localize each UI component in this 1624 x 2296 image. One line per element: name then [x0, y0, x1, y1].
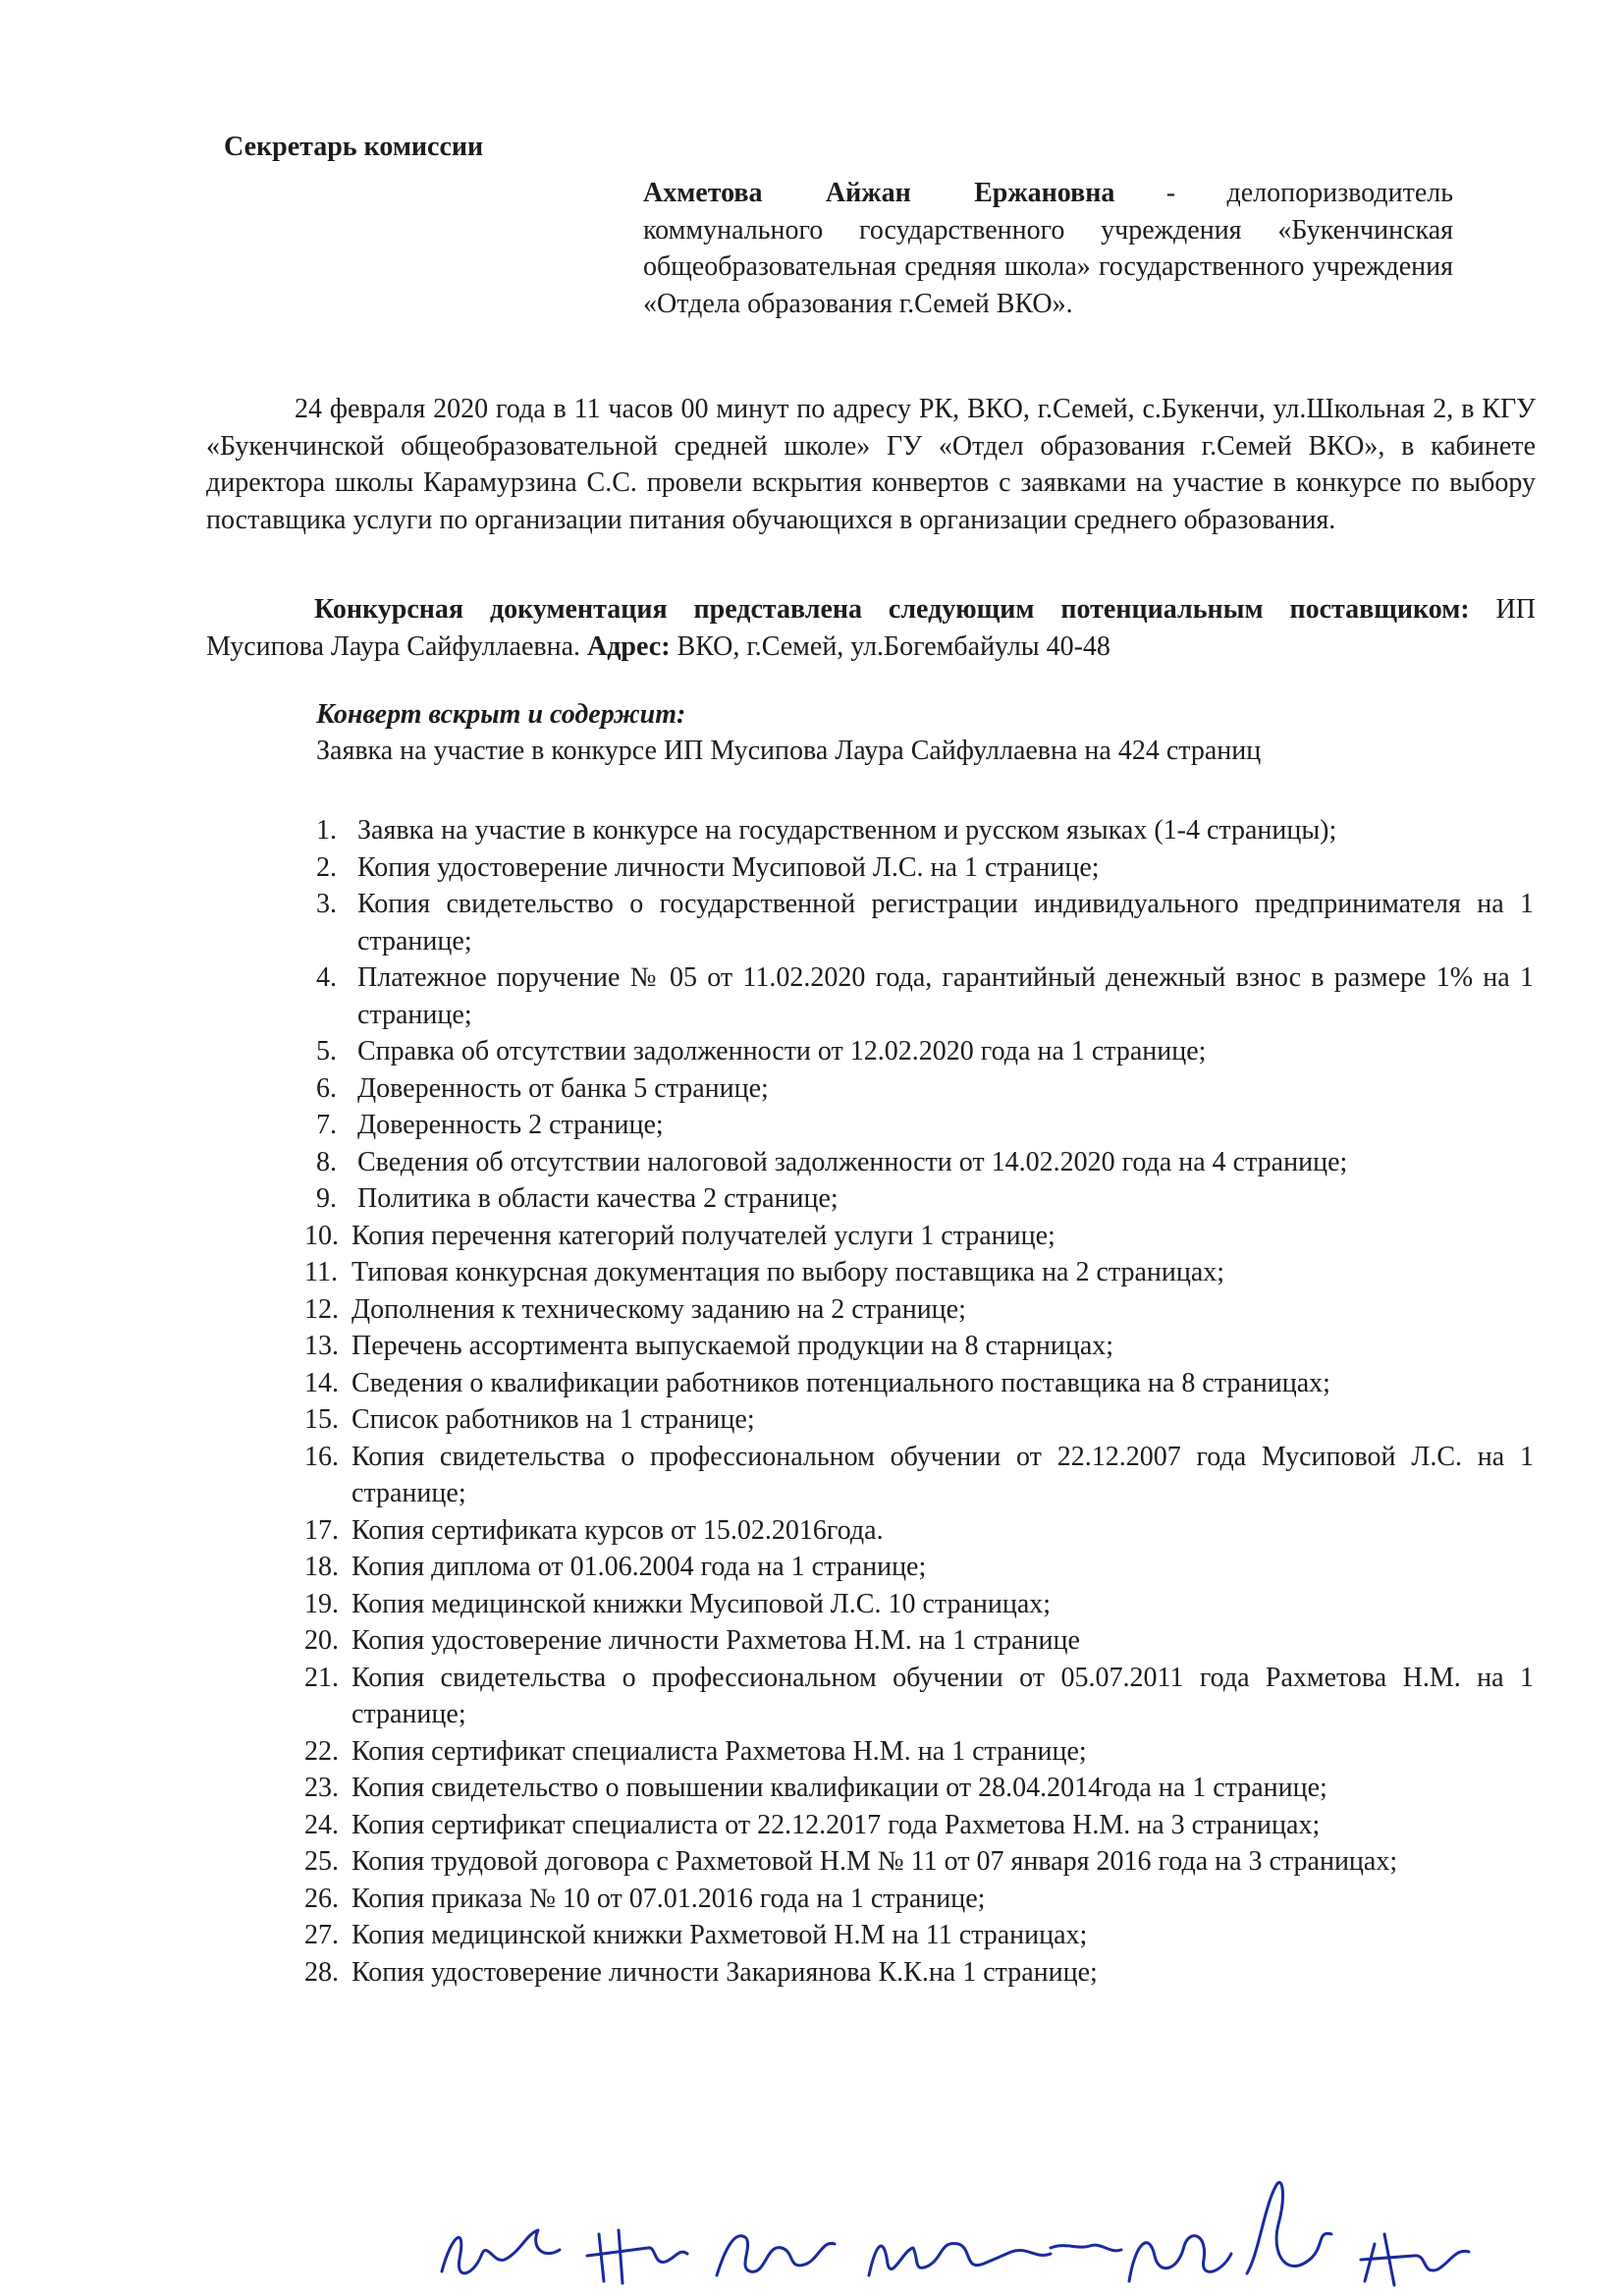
supplier-name: ИП Мусипова Лаура Сайфуллаевна.	[206, 594, 1536, 662]
list-item-text: Заявка на участие в конкурсе на государственном и русском языках (1-4 страницы);	[357, 815, 1337, 846]
list-item	[304, 1660, 1534, 1733]
list-item	[304, 1807, 1534, 1844]
list-item-text: Копия медицинской книжки Рахметовой Н.М на 11 страницах;	[352, 1920, 1088, 1950]
list-item-number: 23.	[304, 1773, 339, 1803]
list-item-number: 16.	[304, 1441, 339, 1472]
list-item-number: 15.	[304, 1404, 339, 1435]
list-item-number: 22.	[304, 1735, 339, 1767]
list-item-number: 27.	[304, 1920, 339, 1950]
list-item	[304, 1254, 1534, 1291]
list-item	[316, 959, 1534, 1033]
list-item-text: Список работников на 1 странице;	[352, 1404, 755, 1435]
list-item	[304, 1733, 1534, 1771]
list-item	[316, 1107, 1534, 1144]
supplier-lead: Конкурсная документация представлена следующим потенциальным поставщиком:	[314, 594, 1470, 625]
list-item-text: Справка об отсутствии задолженности от 12.02.2020 года на 1 странице;	[357, 1036, 1207, 1066]
list-item	[304, 1586, 1534, 1623]
list-item-number: 3.	[316, 889, 337, 919]
signature-8	[1361, 2234, 1469, 2285]
list-item	[304, 1401, 1534, 1439]
list-item-text: Платежное поручение № 05 от 11.02.2020 года, гарантийный денежный взнос в размере 1% на 1 странице;	[357, 962, 1534, 1030]
secretary-block	[643, 175, 1453, 322]
supplier-address: ВКО, г.Семей, ул.Богембайулы 40-48	[670, 630, 1110, 662]
list-item	[316, 1180, 1534, 1218]
list-item-number: 14.	[304, 1367, 339, 1398]
list-item-number: 7.	[316, 1110, 337, 1140]
list-item-text: Копия трудовой договора с Рахметовой Н.М № 11 от 07 января 2016 года на 3 страницах;	[352, 1846, 1398, 1877]
list-item-number: 12.	[304, 1293, 339, 1325]
list-item	[304, 1881, 1534, 1918]
list-item-number: 10.	[304, 1220, 339, 1251]
list-item-text: Политика в области качества 2 странице;	[357, 1183, 839, 1214]
list-item-number: 2.	[316, 851, 337, 883]
supplier-paragraph	[206, 591, 1536, 665]
list-item	[304, 1512, 1534, 1550]
list-item-text: Сведения об отсутствии налоговой задолженности от 14.02.2020 года на 4 странице;	[357, 1146, 1348, 1177]
list-item-number: 11.	[304, 1257, 338, 1287]
signature-7	[1247, 2182, 1331, 2273]
list-item	[304, 1328, 1534, 1365]
list-item-number: 19.	[304, 1588, 339, 1619]
signature-scribbles	[422, 2165, 1551, 2296]
signature-2	[587, 2230, 687, 2283]
address-label: Адрес:	[580, 630, 671, 662]
list-item-text: Копия удостоверение личности Мусиповой Л.С. на 1 странице;	[357, 851, 1100, 883]
list-item-text: Перечень ассортимента выпускаемой продукции на 8 старницах;	[352, 1331, 1114, 1361]
list-item	[304, 1439, 1534, 1512]
list-item-number: 9.	[316, 1183, 337, 1214]
list-item-text: Копия сертификата курсов от 15.02.2016года.	[352, 1514, 884, 1546]
list-item-number: 21.	[304, 1662, 339, 1693]
list-item-text: Копия медицинской книжки Мусиповой Л.С. 10 страницах;	[352, 1588, 1052, 1619]
list-item-number: 20.	[304, 1625, 339, 1656]
list-item	[316, 1033, 1534, 1070]
list-item	[316, 1070, 1534, 1108]
list-item-text: Дополнения к техническому заданию на 2 странице;	[352, 1293, 966, 1325]
list-item-text: Копия свидетельства о профессиональном обучении от 22.12.2007 года Мусиповой Л.С. на 1 странице;	[352, 1441, 1534, 1508]
signatures	[422, 2165, 1551, 2296]
list-item	[304, 1770, 1534, 1807]
list-item-text: Копия свидетельство о государственной регистрации индивидуального предпринимателя на 1 странице;	[357, 889, 1534, 957]
list-item-number: 28.	[304, 1956, 339, 1988]
list-item	[316, 886, 1534, 959]
list-item	[304, 1218, 1534, 1255]
list-item-text: Копия перечення категорий получателей услуги 1 странице;	[352, 1220, 1056, 1251]
signature-4	[869, 2243, 1051, 2275]
list-item-text: Копия удостоверение личности Закариянова К.К.на 1 странице;	[352, 1956, 1098, 1988]
list-item-number: 18.	[304, 1552, 339, 1582]
signature-3	[717, 2236, 835, 2275]
contents-list	[304, 812, 1534, 1991]
list-item	[304, 1954, 1534, 1992]
list-item-number: 26.	[304, 1883, 339, 1914]
list-item-text: Копия приказа № 10 от 07.01.2016 года на 1 странице;	[352, 1883, 986, 1914]
list-item	[304, 1843, 1534, 1881]
list-item-text: Копия сертификат специалиста Рахметова Н.М. на 1 странице;	[352, 1735, 1087, 1767]
list-item-text: Доверенность 2 странице;	[357, 1110, 664, 1140]
list-item	[316, 849, 1534, 887]
signature-5	[1051, 2245, 1121, 2251]
list-item-text: Типовая конкурсная документация по выбору поставщика на 2 страницах;	[352, 1257, 1225, 1287]
list-item-text: Копия сертификат специалиста от 22.12.2017 года Рахметова Н.М. на 3 страницах;	[352, 1809, 1321, 1840]
list-item-number: 4.	[316, 962, 337, 993]
envelope-heading: Конверт вскрыт и содержит:	[316, 699, 686, 730]
list-item-text: Копия диплома от 01.06.2004 года на 1 странице;	[352, 1552, 927, 1582]
envelope-summary: Заявка на участие в конкурсе ИП Мусипова Лаура Сайфуллаевна на 424 страниц	[316, 736, 1262, 766]
list-item-number: 25.	[304, 1846, 339, 1877]
list-item-text: Копия удостоверение личности Рахметова Н.М. на 1 странице	[352, 1625, 1080, 1656]
list-item	[304, 1549, 1534, 1586]
signature-6	[1129, 2236, 1231, 2281]
list-item	[304, 1365, 1534, 1402]
list-item-text: Сведения о квалификации работников потенциального поставщика на 8 страницах;	[352, 1367, 1330, 1398]
list-item	[316, 812, 1534, 849]
list-item-number: 1.	[316, 815, 337, 846]
list-item-number: 8.	[316, 1146, 337, 1177]
opening-paragraph: 24 февраля 2020 года в 11 часов 00 минут по адресу РК, ВКО, г.Семей, с.Букенчи, ул.Школьная 2, в КГУ «Букенчинской общеобразовательной средней школе» ГУ «Отдел образования г.Семей ВКО», в кабинете директора школы Карамурзина С.С. провели вскрытия конвертов с заявками на участие в конкурсе по выбору поставщика услуги по организации питания обучающихся в организации среднего образования.	[206, 394, 1536, 535]
secretary-dash: -	[1114, 178, 1227, 208]
secretary-heading: Секретарь комиссии	[224, 132, 484, 162]
list-item-text: Копия свидетельства о профессиональном обучении от 05.07.2011 года Рахметова Н.М. на 1 странице;	[352, 1662, 1534, 1729]
secretary-name: Ахметова Айжан Ержановна	[643, 178, 1115, 208]
list-item-number: 6.	[316, 1072, 337, 1104]
secretary-description: делопоризводитель коммунального государственного учреждения «Букенчинская общеобразовательная средняя школа» государственного учреждения «Отдела образования г.Семей ВКО».	[643, 178, 1453, 319]
list-item	[304, 1291, 1534, 1329]
list-item	[316, 1144, 1534, 1181]
list-item-number: 17.	[304, 1514, 339, 1546]
list-item-number: 5.	[316, 1036, 337, 1066]
list-item	[304, 1622, 1534, 1660]
list-item-text: Копия свидетельство о повышении квалификации от 28.04.2014года на 1 странице;	[352, 1773, 1327, 1803]
list-item-number: 24.	[304, 1809, 339, 1840]
list-item-number: 13.	[304, 1331, 339, 1361]
list-item	[304, 1917, 1534, 1954]
list-item-text: Доверенность от банка 5 странице;	[357, 1072, 769, 1104]
signature-1	[442, 2230, 560, 2273]
